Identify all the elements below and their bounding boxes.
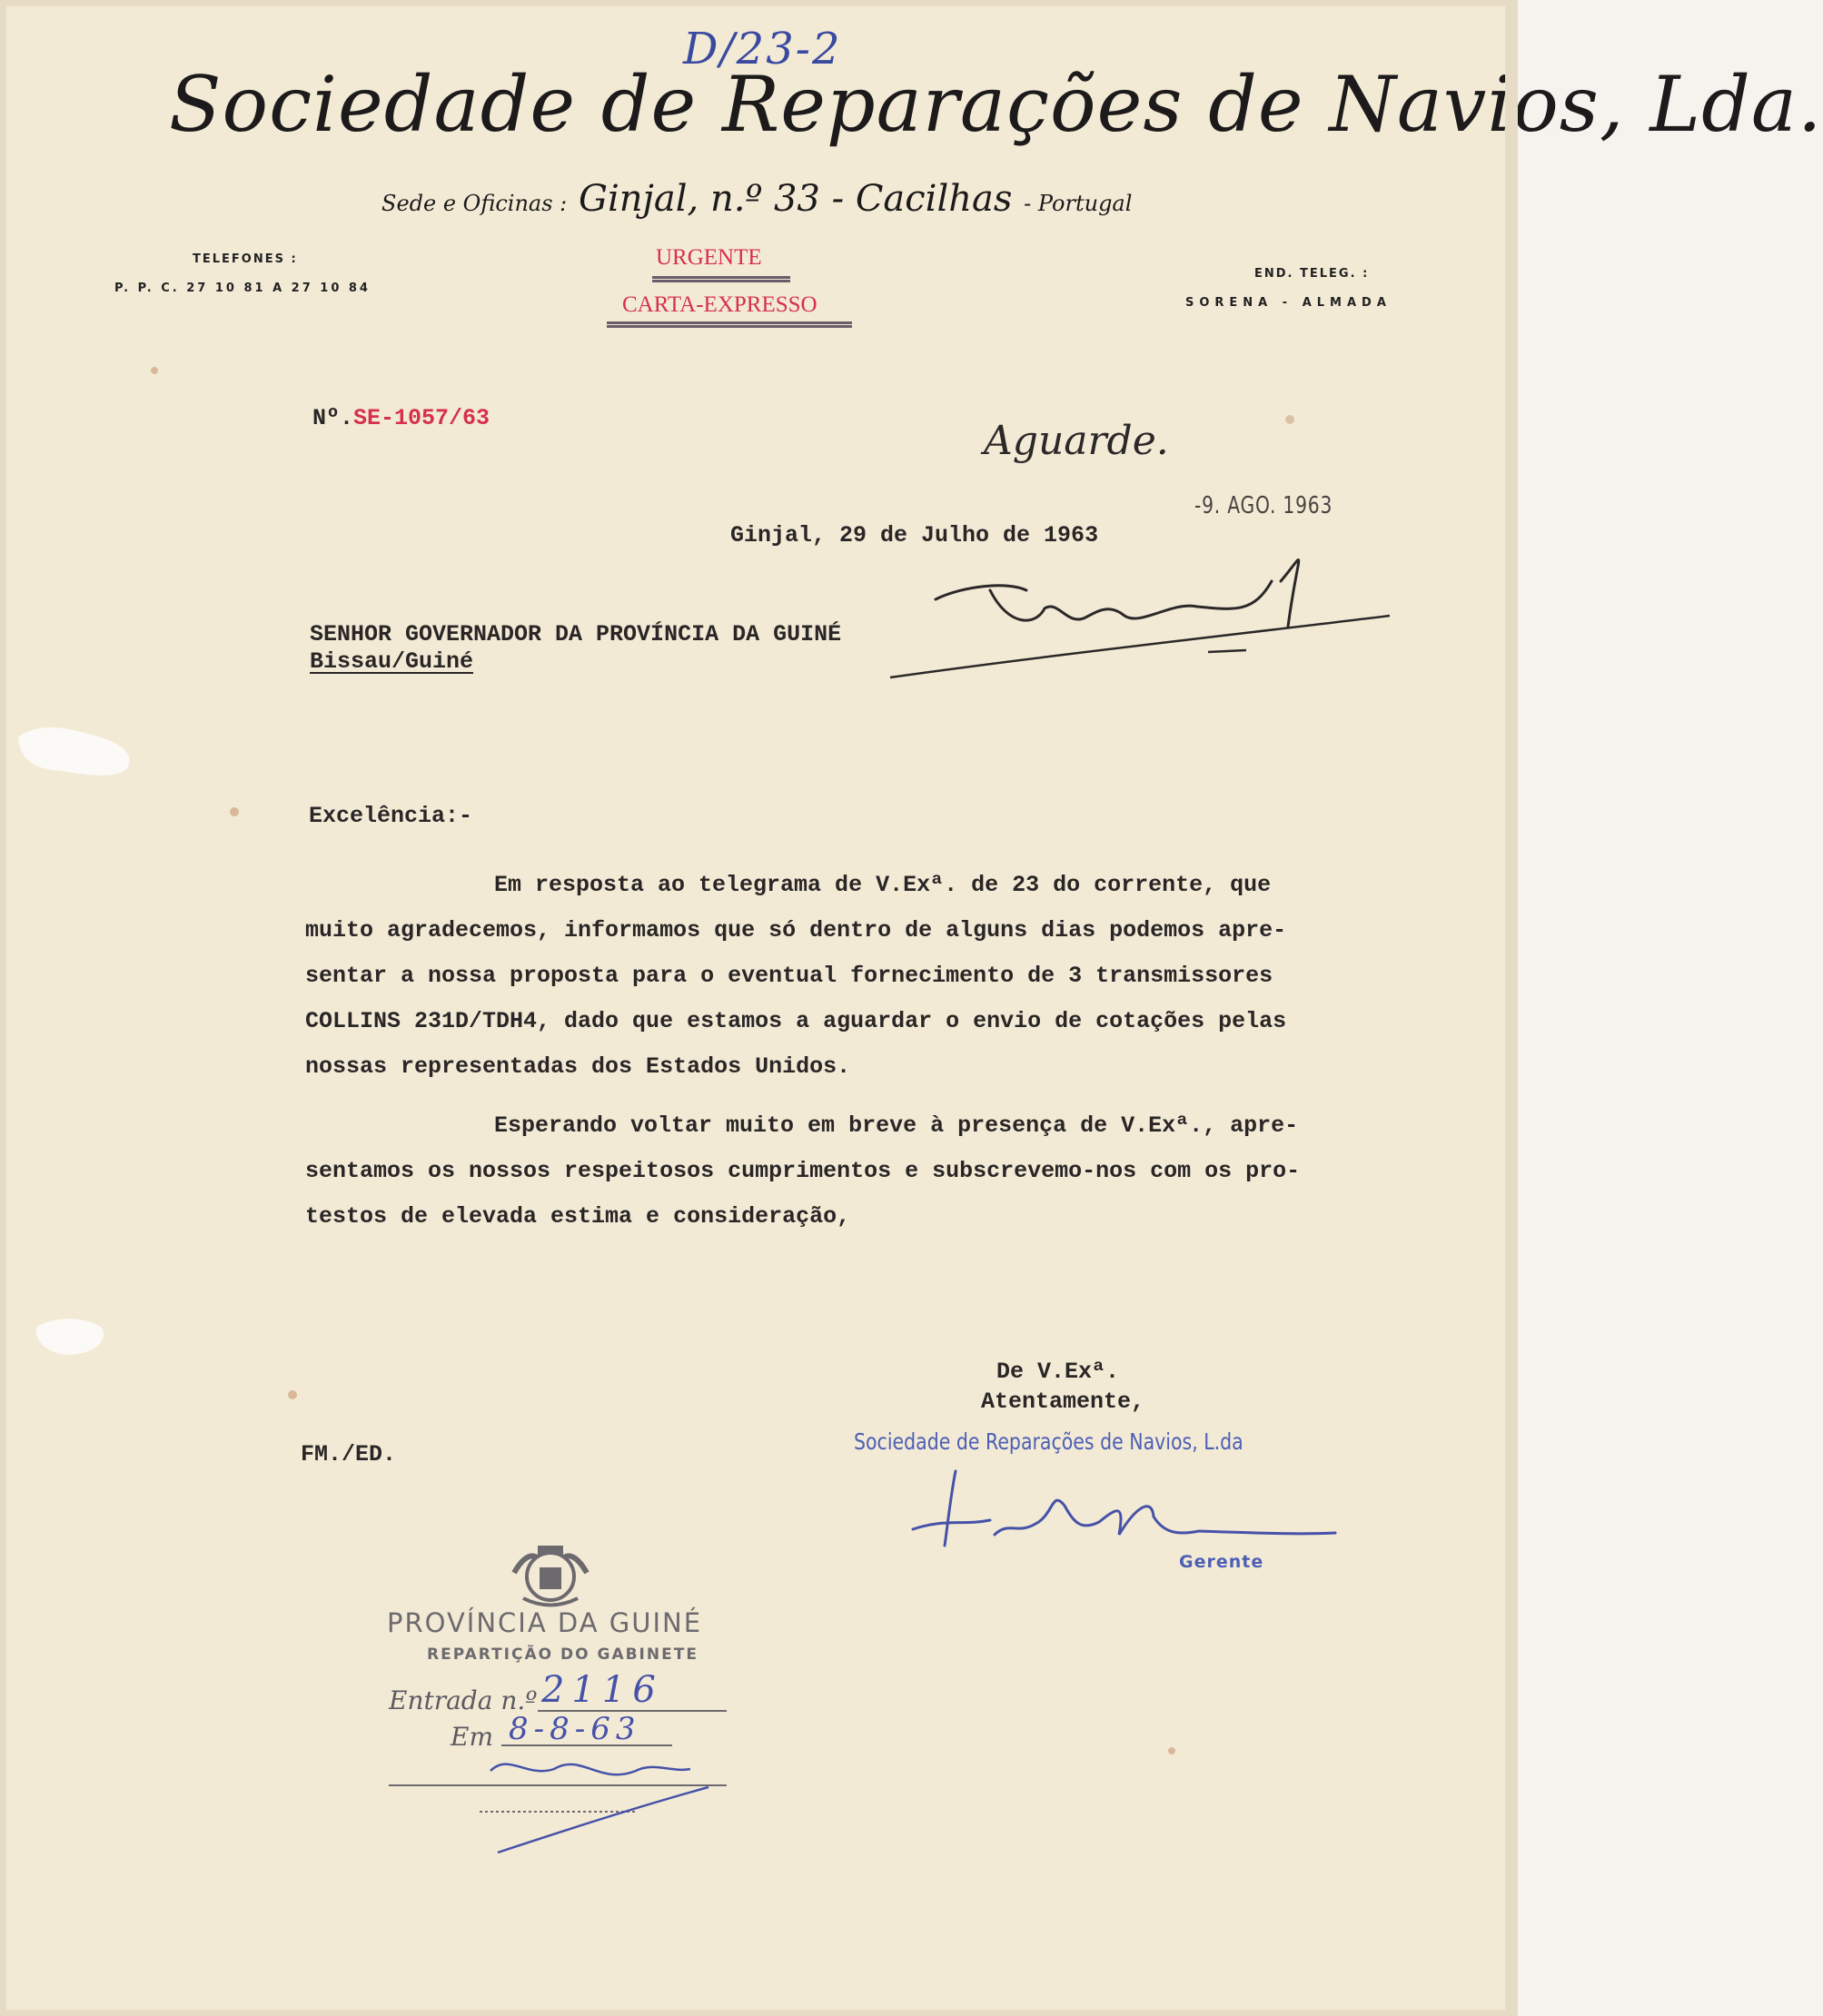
entry-label: Entrada n.º	[389, 1685, 538, 1715]
entry-number: 2116	[541, 1669, 663, 1711]
address-lead: Sede e Oficinas :	[381, 191, 568, 216]
reference-label: Nº.	[312, 405, 354, 431]
body-line: testos de elevada estima e consideração,	[305, 1203, 851, 1230]
date-line: Ginjal, 29 de Julho de 1963	[730, 522, 1099, 548]
handwritten-note: Aguarde.	[984, 418, 1169, 464]
file-reference: D/23-2	[683, 24, 842, 74]
body-line: sentar a nossa proposta para o eventual fornecimento de 3 transmissores	[305, 963, 1273, 989]
paper-tear-upper	[18, 727, 130, 776]
paper-spot	[151, 367, 158, 374]
express-mark: CARTA-EXPRESSO	[622, 292, 817, 317]
paper-spot	[1168, 1747, 1175, 1754]
body-line: muito agradecemos, informamos que só dentro de alguns dias podemos apre-	[305, 917, 1287, 944]
entry-date-label: Em	[451, 1722, 493, 1752]
closing-line-1: De V.Exª.	[996, 1359, 1120, 1385]
registry-stamp-subtitle: REPARTIÇÃO DO GABINETE	[427, 1645, 698, 1664]
recipient-title: SENHOR GOVERNADOR DA PROVÍNCIA DA GUINÉ	[310, 621, 842, 647]
body-line: Em resposta ao telegrama de V.Exª. de 23 do corrente, que	[494, 872, 1272, 898]
body-line: COLLINS 231D/TDH4, dado que estamos a aguardar o envio de cotações pelas	[305, 1008, 1287, 1034]
registry-stamp-title: PROVÍNCIA DA GUINÉ	[387, 1607, 703, 1638]
paper-tear-lower	[36, 1319, 104, 1355]
coat-of-arms-icon	[514, 1546, 587, 1606]
company-signature-stamp: Sociedade de Reparações de Navios, L.da	[854, 1428, 1243, 1455]
salutation: Excelência:-	[309, 803, 473, 829]
closing-line-2: Atentamente,	[981, 1388, 1145, 1415]
paper-spot	[1285, 415, 1294, 424]
address-main: Ginjal, n.º 33 - Cacilhas	[579, 178, 1013, 220]
phone-numbers: P. P. C. 27 10 81 A 27 10 84	[114, 282, 371, 295]
registry-signature	[490, 1764, 708, 1853]
address-trail: - Portugal	[1024, 191, 1133, 216]
signature-stroke-top	[890, 616, 1390, 677]
phone-label: TELEFONES :	[193, 252, 298, 266]
urgent-mark: URGENTE	[656, 245, 762, 270]
paper-spot	[230, 807, 239, 816]
body-line: Esperando voltar muito em breve à presença de V.Exª., apre-	[494, 1112, 1299, 1139]
handwritten-signature-manager	[913, 1471, 1335, 1546]
recipient-city: Bissau/Guiné	[310, 648, 474, 675]
telegraph-address: SORENA - ALMADA	[1185, 296, 1392, 310]
manager-role-stamp: Gerente	[1179, 1552, 1264, 1572]
entry-date: 8-8-63	[509, 1711, 641, 1747]
body-line: nossas representadas dos Estados Unidos.	[305, 1053, 851, 1080]
reference-value: SE-1057/63	[353, 405, 490, 431]
signature-dash	[1208, 650, 1246, 652]
typist-initials: FM./ED.	[301, 1441, 397, 1468]
company-name: Sociedade de Reparações de Navios, Lda.	[169, 60, 1823, 149]
received-date-stamp: -9. AGO. 1963	[1194, 492, 1333, 519]
body-line: sentamos os nossos respeitosos cumprimentos e subscrevemo-nos com os pro-	[305, 1158, 1301, 1184]
paper-spot	[288, 1390, 297, 1399]
telegraph-label: END. TELEG. :	[1254, 267, 1370, 281]
handwritten-signature-top	[936, 560, 1299, 627]
